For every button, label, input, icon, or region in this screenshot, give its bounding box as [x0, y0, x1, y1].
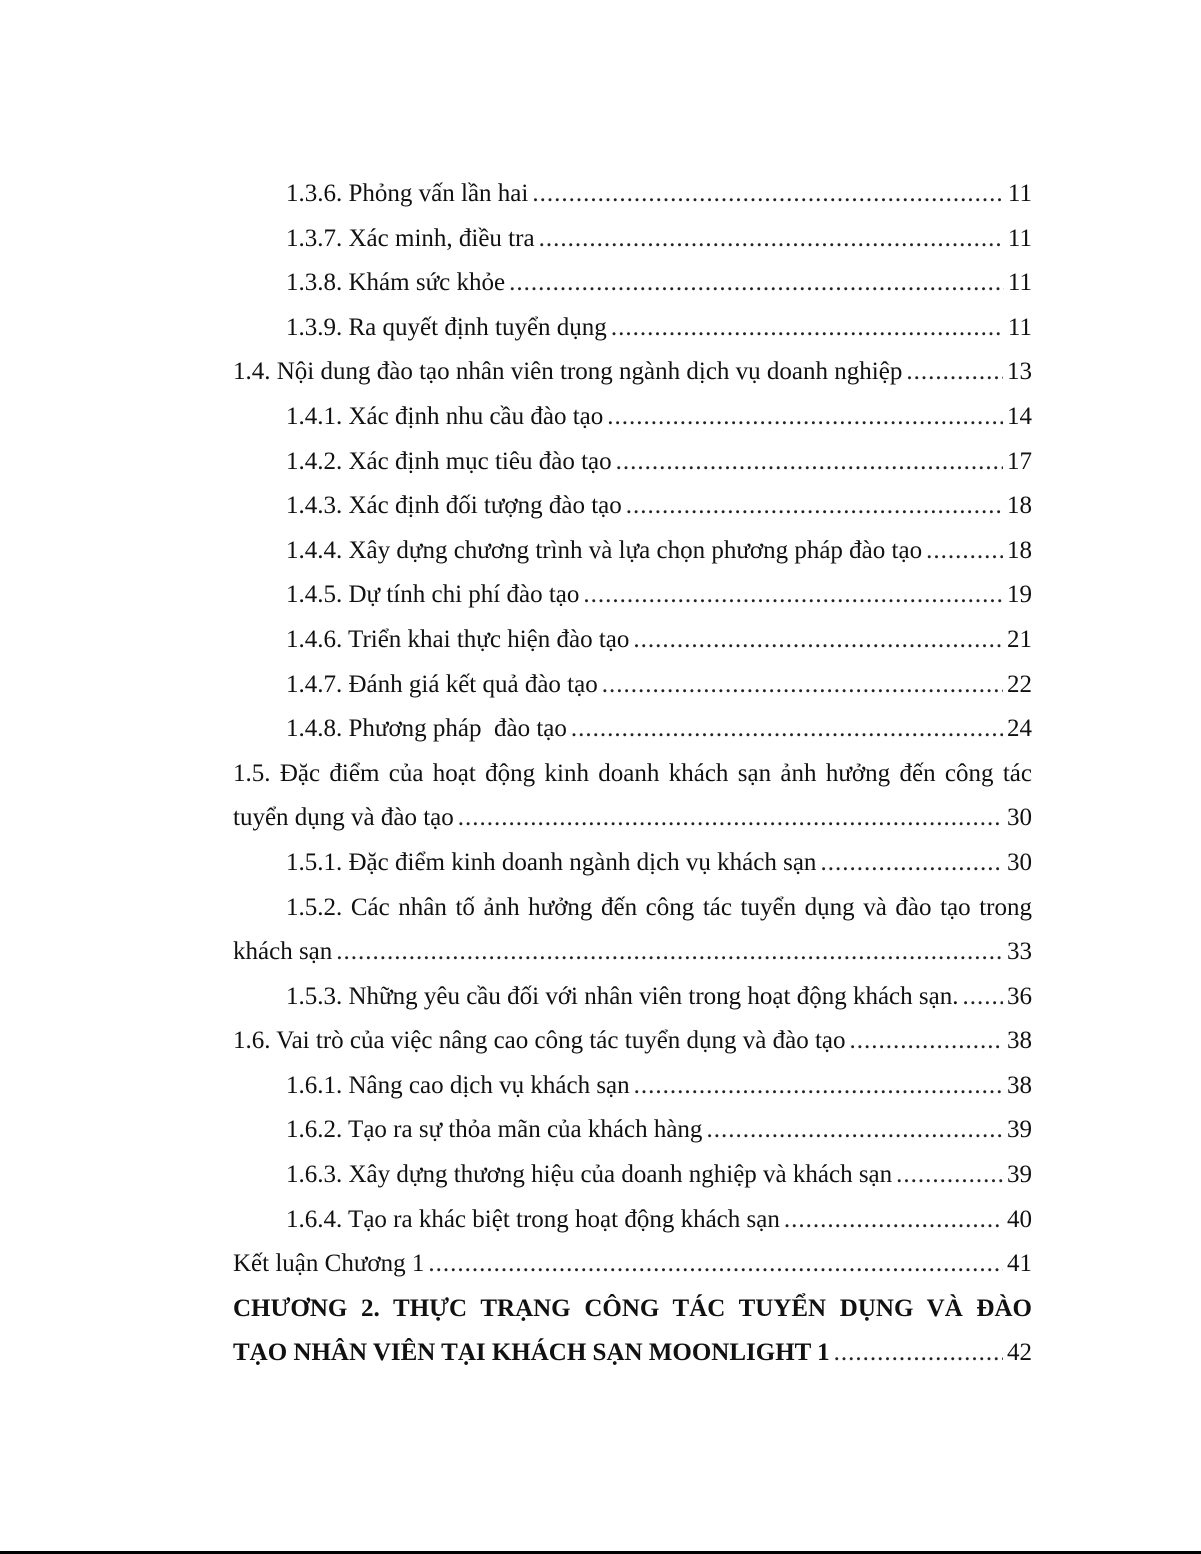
toc-entry-label: 1.4.3. Xác định đối tượng đào tạo [286, 492, 622, 520]
toc-entry[interactable] [233, 573, 1032, 618]
toc-entry[interactable] [233, 1019, 1032, 1064]
toc-page-number: 13 [1007, 358, 1032, 386]
toc-entry-label: 1.4. Nội dung đào tạo nhân viên trong ngành dịch vụ doanh nghiệp [233, 358, 903, 386]
toc-leader-dots [571, 707, 1003, 752]
toc-leader-dots [962, 975, 1003, 1020]
toc-leader-dots [428, 1242, 1003, 1287]
toc-entry-label: 1.3.6. Phỏng vấn lần hai [286, 180, 529, 207]
toc-entry-label: 1.6.4. Tạo ra khác biệt trong hoạt động khách sạn [286, 1205, 780, 1233]
toc-entry[interactable] [233, 841, 1032, 886]
toc-entry[interactable] [233, 306, 1032, 351]
toc-entry-label: 1.6.3. Xây dựng thương hiệu của doanh nghiệp và khách sạn [286, 1161, 893, 1189]
toc-page-number: 18 [1007, 492, 1032, 520]
toc-leader-dots [784, 1198, 1003, 1243]
toc-chapter-entry[interactable] [233, 1331, 1032, 1376]
toc-entry[interactable] [233, 1198, 1032, 1243]
toc-page-number: 22 [1007, 670, 1032, 698]
toc-leader-dots [820, 841, 1003, 886]
toc-entry[interactable] [233, 1064, 1032, 1109]
toc-leader-dots [583, 573, 1003, 618]
toc-page-number: 11 [1007, 180, 1032, 207]
toc-page-number: 21 [1007, 625, 1032, 653]
toc-page-number: 39 [1007, 1116, 1032, 1144]
toc-entry-label: 1.4.8. Phương pháp đào tạo [286, 715, 567, 743]
toc-entry-label: 1.4.1. Xác định nhu cầu đào tạo [286, 402, 604, 430]
toc-page-number: 14 [1007, 402, 1032, 430]
toc-page-number: 41 [1007, 1250, 1032, 1278]
toc-page-number: 11 [1007, 269, 1032, 297]
toc-entry[interactable] [233, 350, 1032, 395]
toc-entry-label: 1.4.7. Đánh giá kết quả đào tạo [286, 670, 598, 698]
toc-page-number: 40 [1007, 1205, 1032, 1233]
toc-entry-label: 1.6.2. Tạo ra sự thỏa mãn của khách hàng [286, 1116, 703, 1144]
toc-page-number: 38 [1007, 1071, 1032, 1099]
toc-entry[interactable] [233, 217, 1032, 262]
toc-page-number: 11 [1007, 313, 1032, 341]
toc-leader-dots [850, 1019, 1003, 1064]
toc-entry-label: 1.6. Vai trò của việc nâng cao công tác tuyển dụng và đào tạo [233, 1027, 846, 1055]
toc-entry[interactable] [233, 1153, 1032, 1198]
toc-page-number: 11 [1007, 224, 1032, 252]
toc-entry-first-line[interactable]: 1.5. Đặc điểm của hoạt động kinh doanh khách sạn ảnh hưởng đến công tác [233, 759, 1032, 787]
toc-leader-dots [896, 1153, 1003, 1198]
toc-entry[interactable] [233, 261, 1032, 306]
toc-page-number: 19 [1007, 581, 1032, 609]
toc-leader-dots [539, 217, 1004, 262]
toc-leader-dots [611, 306, 1004, 351]
toc-leader-dots [926, 529, 1003, 574]
toc-entry-label: 1.3.8. Khám sức khỏe [286, 269, 506, 297]
toc-entry-label: 1.3.9. Ra quyết định tuyển dụng [286, 313, 607, 341]
toc-entry-label: tuyển dụng và đào tạo [233, 804, 454, 832]
toc-page-number: 30 [1007, 804, 1032, 832]
toc-page-number: 33 [1007, 938, 1032, 966]
toc-entry-label: Kết luận Chương 1 [233, 1250, 425, 1278]
toc-leader-dots [706, 1108, 1003, 1153]
toc-entry-label: 1.4.2. Xác định mục tiêu đào tạo [286, 447, 612, 475]
toc-chapter-first-line[interactable]: CHƯƠNG 2. THỰC TRẠNG CÔNG TÁC TUYỂN DỤNG VÀ ĐÀO [233, 1294, 1032, 1322]
toc-page-number: 42 [1007, 1339, 1032, 1367]
toc-page-number: 17 [1007, 447, 1032, 475]
toc-leader-dots [458, 796, 1003, 841]
toc-entry-label: 1.4.6. Triển khai thực hiện đào tạo [286, 625, 630, 653]
toc-entry[interactable] [233, 796, 1032, 841]
toc-entry[interactable] [233, 1242, 1032, 1287]
toc-page-number: 24 [1007, 715, 1032, 743]
toc-entry[interactable] [233, 707, 1032, 752]
toc-entry[interactable] [233, 663, 1032, 708]
toc-entry[interactable] [233, 930, 1032, 975]
toc-entry-label: 1.4.4. Xây dựng chương trình và lựa chọn phương pháp đào tạo [286, 536, 923, 564]
toc-entry[interactable] [233, 1108, 1032, 1153]
toc-entry[interactable] [233, 172, 1032, 217]
toc-entry-label: 1.6.1. Nâng cao dịch vụ khách sạn [286, 1071, 630, 1099]
toc-entry[interactable] [233, 484, 1032, 529]
toc-leader-dots [509, 261, 1004, 306]
toc-page-number: 38 [1007, 1027, 1032, 1055]
toc-leader-dots [607, 395, 1003, 440]
toc-leader-dots [633, 618, 1003, 663]
table-of-contents [233, 172, 1032, 1376]
toc-leader-dots [336, 930, 1003, 975]
toc-entry[interactable] [233, 975, 1032, 1020]
toc-entry-label: khách sạn [233, 938, 333, 966]
toc-entry-label: 1.3.7. Xác minh, điều tra [286, 224, 535, 252]
toc-page-number: 39 [1007, 1161, 1032, 1189]
toc-leader-dots [626, 484, 1003, 529]
toc-leader-dots [634, 1064, 1003, 1109]
toc-entry-label: 1.4.5. Dự tính chi phí đào tạo [286, 581, 580, 609]
toc-entry[interactable] [233, 395, 1032, 440]
toc-entry[interactable] [233, 618, 1032, 663]
toc-entry-first-line[interactable]: 1.5.2. Các nhân tố ảnh hưởng đến công tác tuyển dụng và đào tạo trong [286, 893, 1032, 921]
toc-leader-dots [834, 1331, 1003, 1376]
toc-entry[interactable] [233, 440, 1032, 485]
toc-page-number: 18 [1007, 536, 1032, 564]
toc-entry-label: 1.5.1. Đặc điểm kinh doanh ngành dịch vụ khách sạn [286, 848, 817, 876]
toc-entry[interactable] [233, 529, 1032, 574]
toc-entry-label: TẠO NHÂN VIÊN TẠI KHÁCH SẠN MOONLIGHT 1 [233, 1339, 830, 1367]
toc-leader-dots [616, 440, 1003, 485]
toc-leader-dots [602, 663, 1003, 708]
toc-page-number: 36 [1007, 982, 1032, 1010]
toc-leader-dots [532, 172, 1004, 217]
toc-leader-dots [906, 350, 1003, 395]
toc-entry-label: 1.5.3. Những yêu cầu đối với nhân viên trong hoạt động khách sạn. [286, 982, 959, 1010]
toc-page-number: 30 [1007, 848, 1032, 876]
